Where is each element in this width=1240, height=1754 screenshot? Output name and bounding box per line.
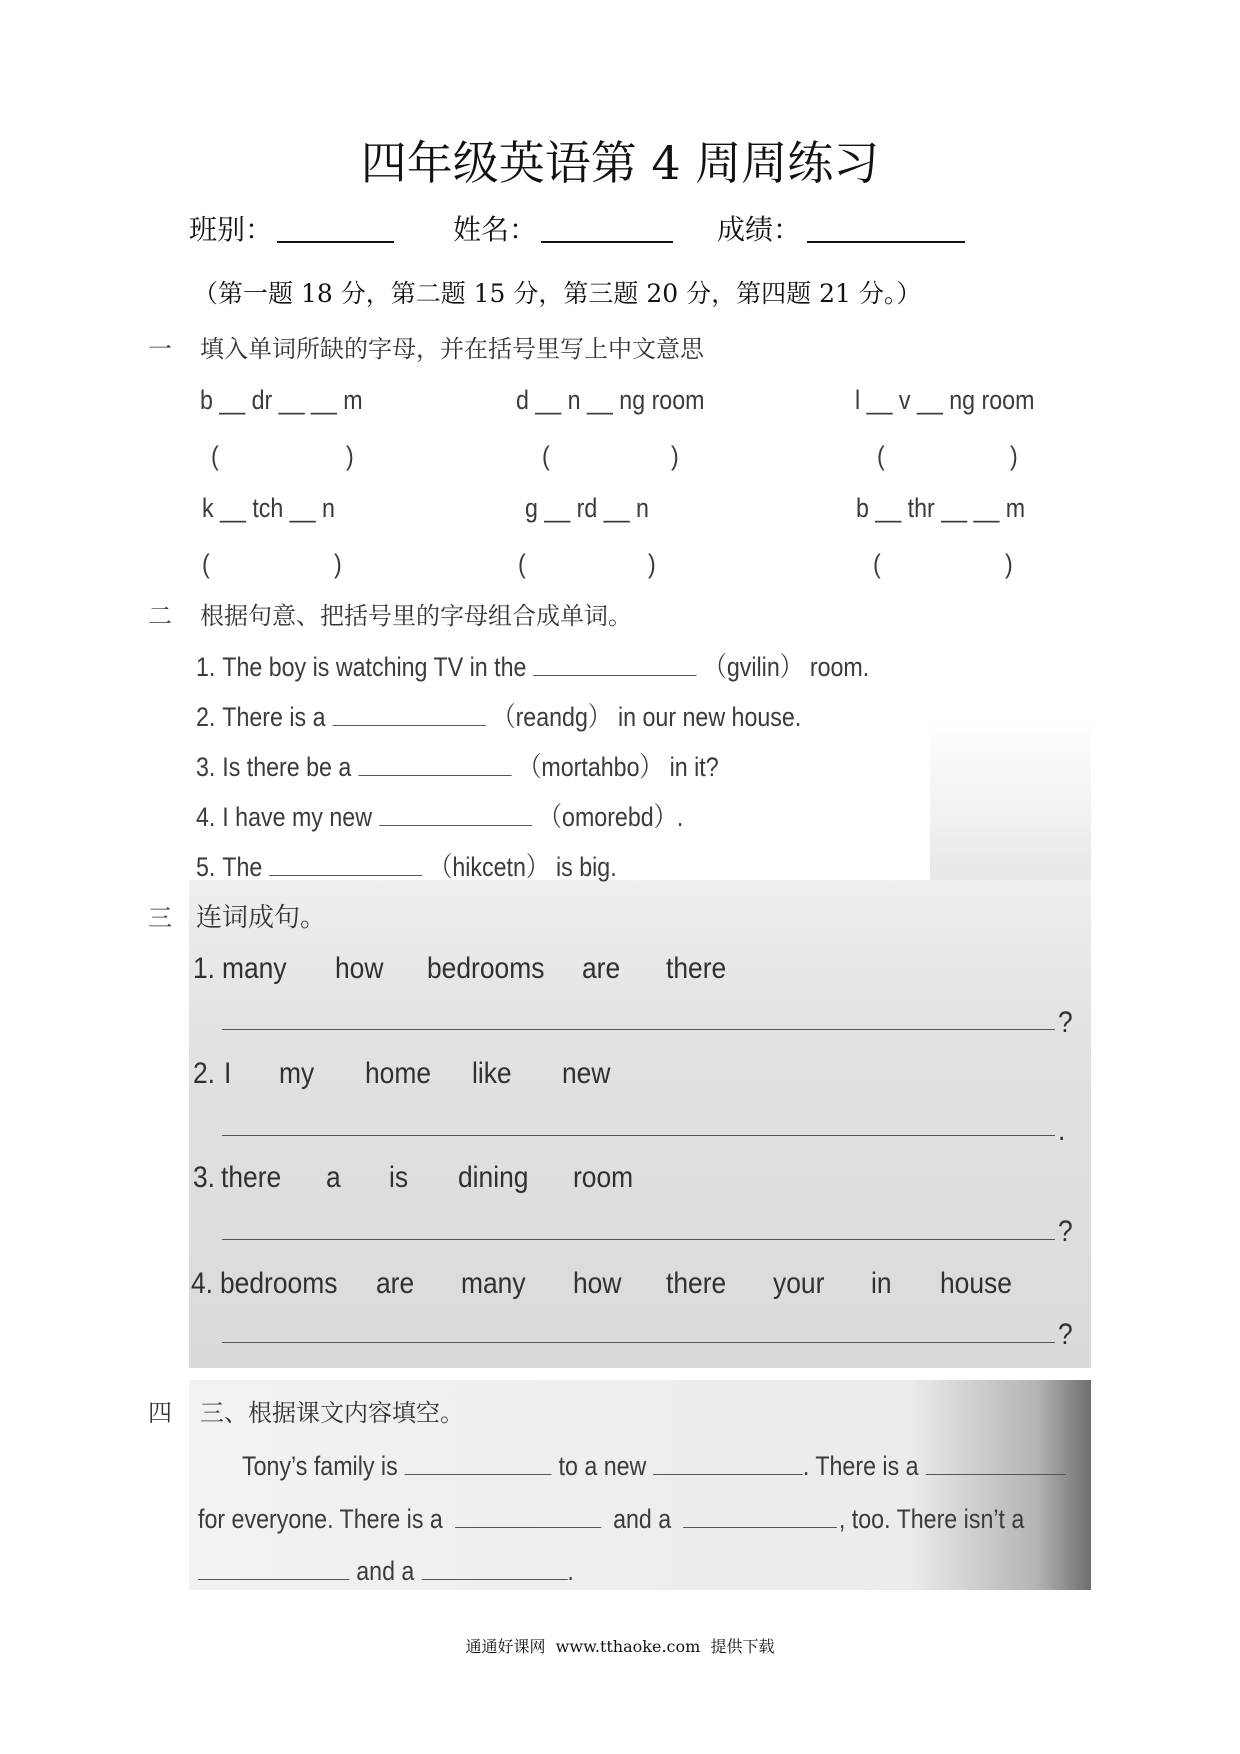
scrambled-word: there	[221, 1161, 282, 1194]
word-puzzle: g __ rd __ n	[525, 493, 649, 523]
paren-open: (	[873, 549, 881, 579]
letter-hint: （gvilin）	[703, 652, 803, 682]
scrambled-word: like	[472, 1057, 512, 1090]
sentence-text: Is there be a	[222, 752, 352, 782]
scrambled-word: bedrooms	[427, 952, 545, 985]
paren-open: (	[542, 441, 550, 471]
class-blank	[277, 241, 394, 243]
item-number: 5.	[196, 852, 216, 882]
paren-open: (	[518, 549, 526, 579]
letter-hint: （reandg）	[492, 702, 612, 732]
answer-blank	[925, 1474, 1065, 1475]
passage-line	[198, 1504, 1024, 1534]
page-title: 四年级英语第 4 周周练习	[360, 136, 880, 190]
scoring-note: （第一题 18 分，第二题 15 分，第三题 20 分，第四题 21 分。）	[193, 279, 922, 308]
word-puzzle: b __ dr __ __ m	[200, 385, 363, 415]
paren-open: (	[877, 441, 885, 471]
score-label: 成绩：	[717, 213, 802, 246]
sentence-text: room.	[809, 652, 870, 682]
answer-blank	[533, 675, 696, 676]
answer-blank	[683, 1527, 837, 1528]
word-puzzle: b __ thr __ __ m	[856, 493, 1026, 523]
scrambled-word: there	[666, 1267, 727, 1300]
passage-text: to a new	[558, 1451, 647, 1481]
word-puzzle: l __ v __ ng room	[855, 385, 1035, 415]
sentence-item	[196, 752, 719, 782]
passage-text: .	[567, 1556, 574, 1586]
footer-credit: 通通好课网 www.tthaoke.com 提供下载	[465, 1637, 775, 1656]
scrambled-word: there	[666, 952, 727, 985]
paren-close: )	[346, 441, 354, 471]
sentence-text: .	[676, 802, 684, 832]
item-number: 1.	[193, 952, 216, 985]
end-punctuation: .	[1058, 1114, 1066, 1147]
word-puzzle: d __ n __ ng room	[516, 385, 705, 415]
answer-blank	[379, 825, 532, 826]
sentence-text: The	[222, 852, 263, 882]
sentence-text: is big.	[556, 852, 617, 882]
scrambled-word: I	[224, 1057, 232, 1090]
passage-line	[242, 1451, 1066, 1481]
item-number: 2.	[193, 1057, 216, 1090]
sentence-item	[196, 702, 801, 732]
scrambled-word: my	[279, 1057, 315, 1090]
sentence-item	[196, 852, 617, 882]
section-heading: 连词成句。	[196, 903, 327, 933]
answer-blank	[358, 775, 511, 776]
sentence-text: The boy is watching TV in the	[222, 652, 527, 682]
scrambled-word: dining	[458, 1161, 529, 1194]
passage-text: and a	[613, 1504, 672, 1534]
passage-text: , too. There isn’t a	[838, 1504, 1025, 1534]
scrambled-word: are	[582, 952, 621, 985]
scrambled-word: is	[389, 1161, 409, 1194]
scrambled-word: bedrooms	[220, 1267, 338, 1300]
scrambled-word: many	[461, 1267, 526, 1300]
passage-line	[198, 1556, 574, 1586]
word-puzzle: k __ tch __ n	[202, 493, 335, 523]
scrambled-word: your	[773, 1267, 825, 1300]
answer-line	[222, 1029, 1055, 1030]
end-punctuation: ?	[1058, 1006, 1073, 1039]
sentence-text: I have my new	[222, 802, 372, 832]
paren-open: (	[202, 549, 210, 579]
answer-blank	[421, 1579, 567, 1580]
letter-hint: （mortahbo）	[518, 752, 663, 782]
section-number: 二	[148, 602, 172, 630]
section-heading: 填入单词所缺的字母，并在括号里写上中文意思	[200, 335, 704, 363]
passage-text: and a	[356, 1556, 415, 1586]
passage-text: for everyone. There is a	[198, 1504, 443, 1534]
paren-close: )	[1010, 441, 1018, 471]
section-number: 三	[148, 904, 172, 932]
paren-close: )	[671, 441, 679, 471]
section-heading: 三、根据课文内容填空。	[200, 1399, 464, 1427]
section-number: 一	[148, 335, 172, 363]
scrambled-word: a	[326, 1161, 341, 1194]
sentence-text: in it?	[669, 752, 719, 782]
scrambled-word: house	[940, 1267, 1012, 1300]
scrambled-word: in	[871, 1267, 892, 1300]
end-punctuation: ?	[1058, 1215, 1073, 1248]
item-number: 3.	[196, 752, 216, 782]
answer-line	[222, 1135, 1055, 1136]
section-heading: 根据句意、把括号里的字母组合成单词。	[200, 602, 632, 630]
answer-blank	[653, 1474, 803, 1475]
sentence-text: There is a	[222, 702, 326, 732]
end-punctuation: ?	[1058, 1318, 1073, 1351]
scrambled-word: room	[573, 1161, 634, 1194]
paren-close: )	[1005, 549, 1013, 579]
answer-line	[222, 1239, 1055, 1240]
paren-close: )	[648, 549, 656, 579]
item-number: 3.	[193, 1161, 216, 1194]
answer-blank	[332, 725, 485, 726]
item-number: 4.	[191, 1267, 214, 1300]
sentence-item	[196, 652, 869, 682]
passage-text: . There is a	[802, 1451, 919, 1481]
item-number: 4.	[196, 802, 216, 832]
item-number: 1.	[196, 652, 216, 682]
answer-blank	[269, 875, 422, 876]
letter-hint: （hikcetn）	[429, 852, 550, 882]
scrambled-word: many	[222, 952, 287, 985]
sentence-item	[196, 802, 683, 832]
scrambled-word: how	[573, 1267, 622, 1300]
score-blank	[807, 241, 965, 243]
scrambled-word: how	[335, 952, 384, 985]
name-label: 姓名：	[453, 213, 538, 246]
section-number: 四	[148, 1399, 172, 1427]
scrambled-word: new	[562, 1057, 611, 1090]
scrambled-word: are	[376, 1267, 415, 1300]
answer-blank	[198, 1579, 349, 1580]
passage-text: Tony’s family is	[242, 1451, 398, 1481]
scan-shading	[930, 720, 1091, 885]
name-blank	[541, 241, 673, 243]
answer-line	[222, 1342, 1055, 1343]
paren-close: )	[334, 549, 342, 579]
sentence-text: in our new house.	[617, 702, 802, 732]
paren-open: (	[211, 441, 219, 471]
item-number: 2.	[196, 702, 216, 732]
answer-blank	[405, 1474, 552, 1475]
scrambled-word: home	[365, 1057, 432, 1090]
answer-blank	[455, 1527, 601, 1528]
letter-hint: （omorebd）	[538, 802, 677, 832]
class-label: 班别：	[189, 213, 274, 246]
